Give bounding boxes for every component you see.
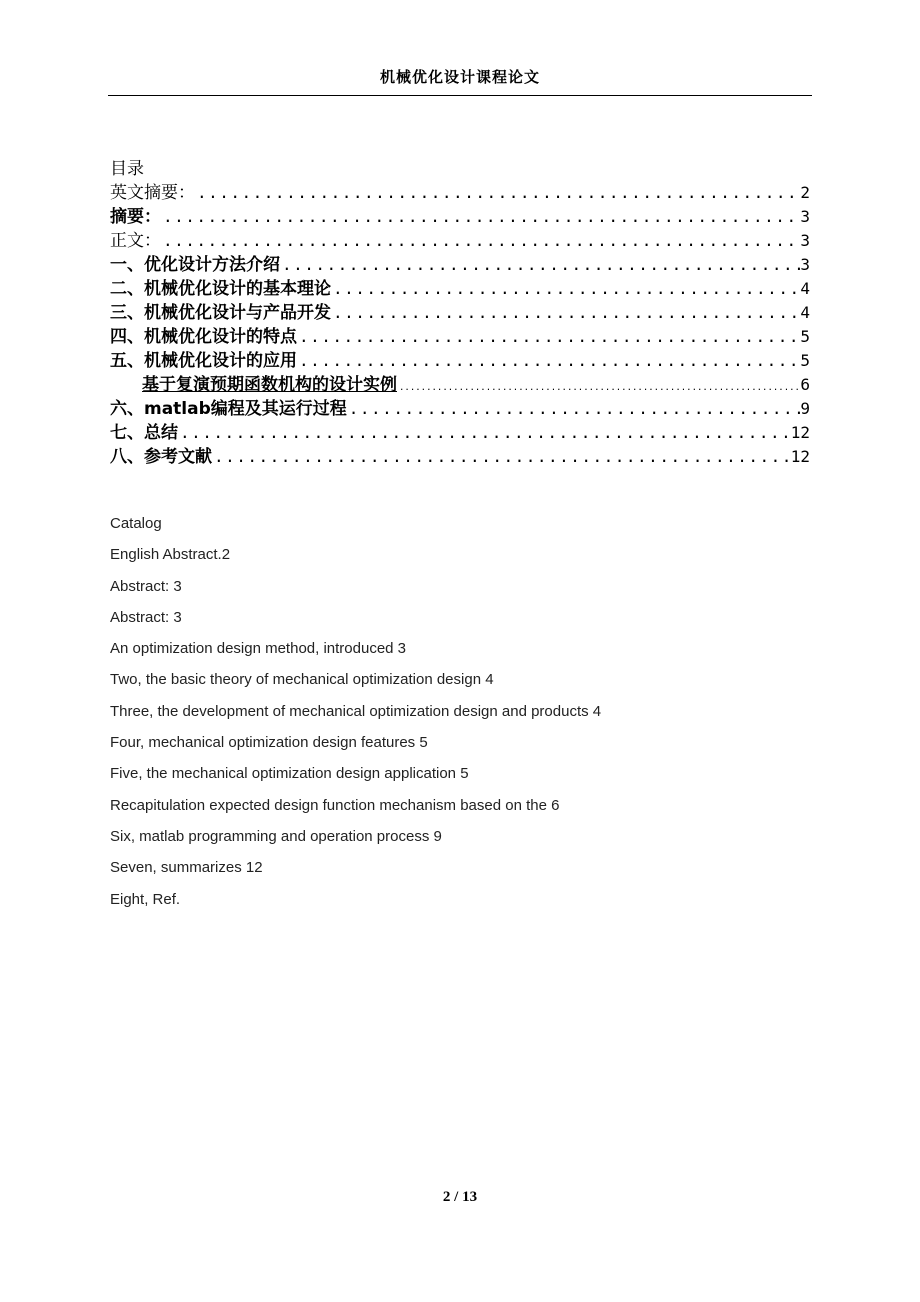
english-catalog-line: Seven, summarizes 12: [110, 859, 263, 877]
toc-leader-dots: [331, 301, 800, 325]
toc-entry-label: 四、机械优化设计的特点: [110, 327, 297, 347]
toc-entry-label: 正文：: [110, 231, 161, 251]
english-catalog-line: Two, the basic theory of mechanical optimization design 4: [110, 671, 494, 689]
toc-entry-label: 二、机械优化设计的基本理论: [110, 279, 331, 299]
toc-entry-page: 4: [800, 303, 810, 322]
toc-entry-section-1[interactable]: [110, 253, 810, 277]
toc-entry-page: 6: [800, 375, 810, 394]
english-catalog-title: Catalog: [110, 515, 162, 532]
english-catalog-line: Five, the mechanical optimization design application 5: [110, 765, 469, 783]
toc-leader-dots: [178, 421, 791, 445]
toc-entry-label: 七、总结: [110, 423, 178, 443]
english-catalog-line: Abstract: 3: [110, 577, 182, 595]
toc-entry-english-abstract[interactable]: [110, 181, 810, 205]
toc-leader-dots: [331, 277, 800, 301]
english-catalog: [110, 512, 810, 919]
header-divider: [108, 95, 812, 96]
toc-leader-dots: [280, 253, 800, 277]
toc-entry-section-7[interactable]: [110, 421, 810, 445]
toc-entry-label: 五、机械优化设计的应用: [110, 351, 297, 371]
toc-entry-section-4[interactable]: [110, 325, 810, 349]
toc-entry-page: 3: [800, 255, 810, 274]
toc-title: 目录: [110, 159, 144, 179]
toc-entry-page: 2: [800, 183, 810, 202]
toc-entry-label: 三、机械优化设计与产品开发: [110, 303, 331, 323]
toc-entry-page: 3: [800, 231, 810, 250]
toc-entry-label: 基于复演预期函数机构的设计实例: [142, 375, 397, 395]
toc-entry-subsection-example[interactable]: [110, 373, 810, 397]
english-catalog-line: Abstract: 3: [110, 608, 182, 626]
toc-entry-section-2[interactable]: [110, 277, 810, 301]
toc-entry-body[interactable]: [110, 229, 810, 253]
table-of-contents: [110, 157, 810, 469]
toc-leader-dots: [297, 325, 800, 349]
english-catalog-line: Eight, Ref.: [110, 890, 181, 908]
toc-entry-page: 4: [800, 279, 810, 298]
toc-entry-page: 3: [800, 207, 810, 226]
page-number: 2 / 13: [442, 1189, 478, 1205]
toc-entry-page: 12: [790, 423, 810, 442]
toc-entry-section-5[interactable]: [110, 349, 810, 373]
toc-entry-abstract[interactable]: [110, 205, 810, 229]
toc-leader-dots: [297, 349, 800, 373]
toc-entry-label: 摘要：: [110, 207, 161, 227]
toc-leader-dots: [347, 397, 801, 421]
toc-entry-label: 六、matlab编程及其运行过程: [110, 399, 347, 419]
toc-entry-section-6[interactable]: [110, 397, 810, 421]
toc-entry-page: 9: [800, 399, 810, 418]
toc-entry-label: 英文摘要：: [110, 183, 195, 203]
toc-leader-dots: [161, 229, 800, 253]
toc-leader-dots: [195, 181, 800, 205]
toc-entry-label: 一、优化设计方法介绍: [110, 255, 280, 275]
english-catalog-line: Four, mechanical optimization design features 5: [110, 734, 428, 752]
toc-entry-page: 5: [800, 351, 810, 370]
toc-entry-page: 12: [790, 447, 810, 466]
toc-entry-section-3[interactable]: [110, 301, 810, 325]
running-header: 机械优化设计课程论文: [379, 68, 540, 86]
toc-entry-section-8[interactable]: [110, 445, 810, 469]
english-catalog-line: Recapitulation expected design function mechanism based on the 6: [110, 796, 560, 814]
toc-leader-dots: [161, 205, 800, 229]
english-catalog-line: English Abstract.2: [110, 546, 231, 564]
english-catalog-line: Three, the development of mechanical optimization design and products 4: [110, 702, 602, 720]
toc-entry-page: 5: [800, 327, 810, 346]
english-catalog-line: An optimization design method, introduced 3: [110, 640, 407, 658]
toc-entry-label: 八、参考文献: [110, 447, 212, 467]
english-catalog-line: Six, matlab programming and operation process 9: [110, 827, 442, 845]
toc-leader-dots: [212, 445, 791, 469]
